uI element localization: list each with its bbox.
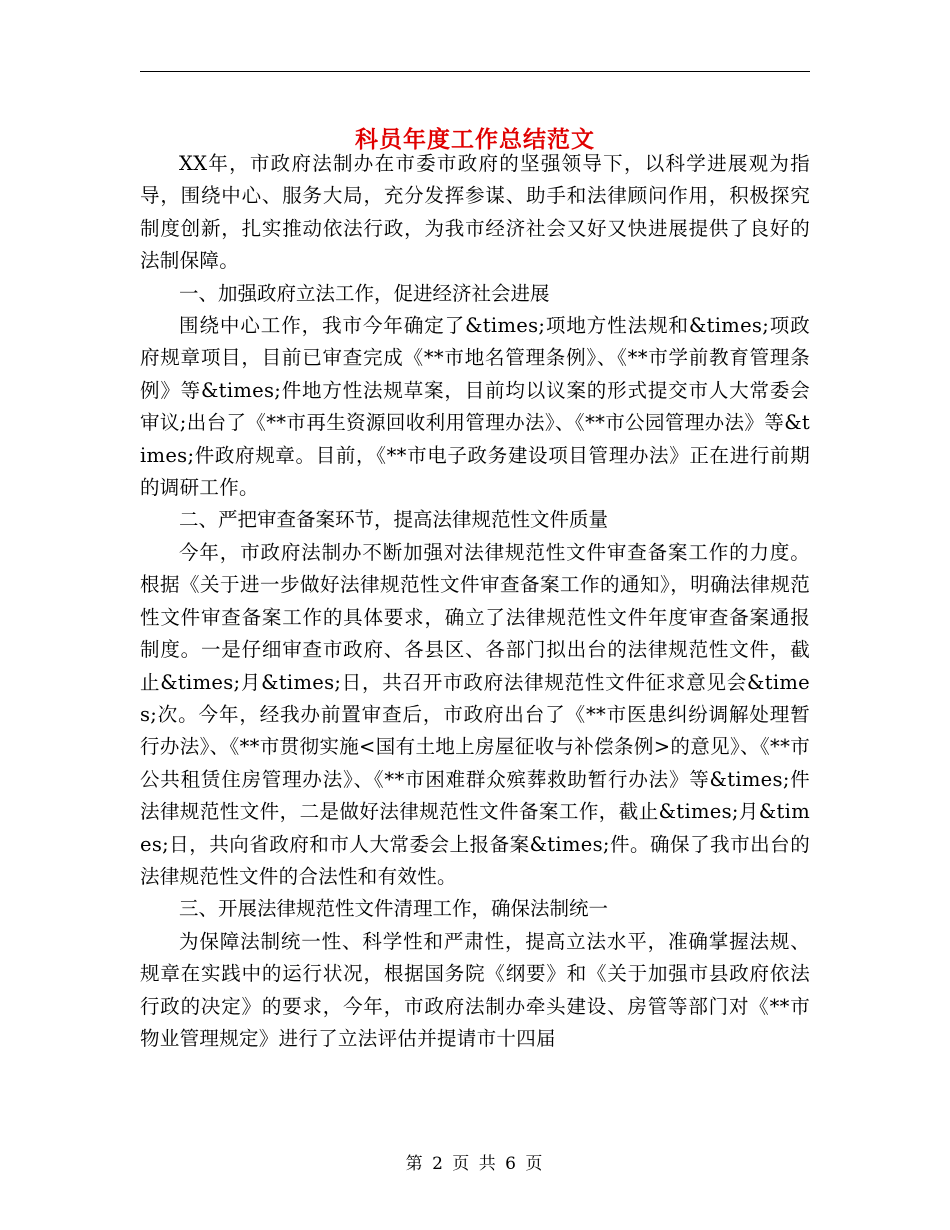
section-heading-1: 一、加强政府立法工作，促进经济社会进展 [179, 281, 550, 305]
section-heading-3: 三、开展法律规范性文件清理工作，确保法制统一 [179, 897, 609, 921]
page-number-footer: 第 2 页 共 6 页 [405, 1154, 545, 1174]
document-body [140, 148, 810, 1055]
intro-paragraph: XX年，市政府法制办在市委市政府的坚强领导下，以科学进展观为指导，围绕中心、服务大局，充分发挥参谋、助手和法律顾问作用，积极探究制度创新，扎实推动依法行政，为我市经济社会又好又快进展提供了良好的法制保障。 [140, 152, 810, 273]
section-heading-2: 二、严把审查备案环节，提高法律规范性文件质量 [179, 508, 609, 532]
section-2-paragraph: 今年，市政府法制办不断加强对法律规范性文件审查备案工作的力度。根据《关于进一步做好法律规范性文件审查备案工作的通知》，明确法律规范性文件审查备案工作的具体要求，确立了法律规范性文件年度审查备案通报制度。一是仔细审查市政府、各县区、各部门拟出台的法律规范性文件，截止&times;月&times;日，共召开市政府法律规范性文件征求意见会&times;次。今年，经我办前置审查后，市政府出台了《**市医患纠纷调解处理暂行办法》、《**市贯彻实施<国有土地上房屋征收与补偿条例>的意见》、《**市公共租赁住房管理办法》、《**市困难群众殡葬救助暂行办法》等&times;件法律规范性文件，二是做好法律规范性文件备案工作，截止&times;月&times;日，共向省政府和市人大常委会上报备案&times;件。确保了我市出台的法律规范性文件的合法性和有效性。 [140, 540, 810, 888]
section-1-paragraph: 围绕中心工作，我市今年确定了&times;项地方性法规和&times;项政府规章项目，目前已审查完成《**市地名管理条例》、《**市学前教育管理条例》等&times;件地方性法规草案，目前均以议案的形式提交市人大常委会审议;出台了《**市再生资源回收利用管理办法》、《**市公园管理办法》等&times;件政府规章。目前，《**市电子政务建设项目管理办法》正在进行前期的调研工作。 [140, 314, 810, 500]
section-3-paragraph: 为保障法制统一性、科学性和严肃性，提高立法水平，准确掌握法规、规章在实践中的运行状况，根据国务院《纲要》和《关于加强市县政府依法行政的决定》的要求，今年，市政府法制办牵头建设、房管等部门对《**市物业管理规定》进行了立法评估并提请市十四届 [140, 929, 810, 1050]
document-title: 科员年度工作总结范文 [355, 126, 595, 154]
header-rule [140, 71, 810, 72]
